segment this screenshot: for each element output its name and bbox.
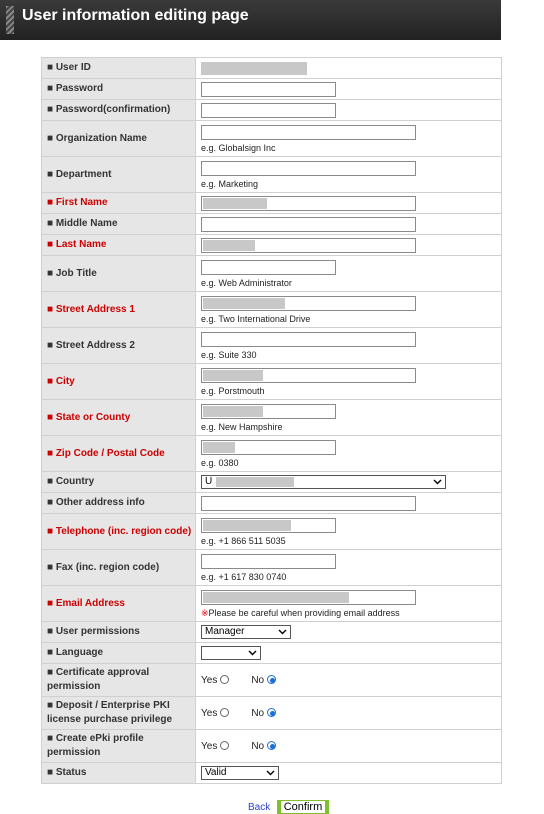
redacted-value xyxy=(203,592,349,603)
field-value-cell xyxy=(196,763,502,784)
form-row-middle-name xyxy=(42,214,502,235)
field-label: Job Title xyxy=(55,267,97,279)
field-value-cell xyxy=(196,328,502,364)
form-row-fax-inc-region-code xyxy=(42,550,502,586)
hint-text: e.g. 0380 xyxy=(201,457,239,468)
fax-inc-region-code-hint xyxy=(201,572,501,582)
city-hint xyxy=(201,386,501,396)
label-bullet-icon: ■ xyxy=(47,476,54,487)
form-row-street-address-1 xyxy=(42,292,502,328)
hint-text: e.g. Marketing xyxy=(201,178,259,189)
field-label: Last Name xyxy=(55,239,107,250)
yes-radio[interactable] xyxy=(220,675,229,684)
form-row-first-name xyxy=(42,193,502,214)
user-permissions-select[interactable] xyxy=(201,625,291,639)
field-label-cell xyxy=(42,121,196,157)
field-value-cell xyxy=(196,79,502,100)
middle-name-input[interactable] xyxy=(201,217,416,232)
field-value-cell xyxy=(196,121,502,157)
zip-code-postal-code-hint xyxy=(201,458,501,468)
hint-text: e.g. +1 617 830 0740 xyxy=(201,571,287,582)
form-row-last-name xyxy=(42,235,502,256)
form-row-job-title xyxy=(42,256,502,292)
first-name-input[interactable] xyxy=(201,196,416,211)
form-row-telephone-inc-region-code xyxy=(42,514,502,550)
label-bullet-icon: ■ xyxy=(47,303,54,315)
redacted-value xyxy=(203,298,285,309)
warning-mark-icon: ※ xyxy=(201,607,209,618)
form-row-create-epki-profile-permission xyxy=(42,730,502,763)
label-bullet-icon: ■ xyxy=(47,700,54,711)
field-label: Status xyxy=(55,767,87,778)
password-confirmation-input[interactable] xyxy=(201,103,336,118)
field-value-cell xyxy=(196,292,502,328)
field-label-cell xyxy=(42,664,196,697)
redacted-value xyxy=(203,240,255,251)
fax-inc-region-code-input[interactable] xyxy=(201,554,336,569)
field-label-cell xyxy=(42,58,196,79)
street-address-1-hint xyxy=(201,314,501,324)
user-info-form xyxy=(41,57,502,784)
label-bullet-icon: ■ xyxy=(47,647,54,658)
field-label-cell xyxy=(42,328,196,364)
password-input[interactable] xyxy=(201,82,336,97)
no-label: No xyxy=(251,674,265,686)
label-bullet-icon: ■ xyxy=(47,62,54,73)
field-label-cell xyxy=(42,763,196,784)
field-label-cell xyxy=(42,586,196,622)
no-radio[interactable] xyxy=(267,675,276,684)
field-value-cell xyxy=(196,643,502,664)
field-label: Email Address xyxy=(55,597,125,609)
field-label-cell xyxy=(42,256,196,292)
job-title-hint xyxy=(201,278,501,288)
label-bullet-icon: ■ xyxy=(47,83,54,94)
field-label: Middle Name xyxy=(55,218,118,229)
field-label-cell xyxy=(42,493,196,514)
state-or-county-input[interactable] xyxy=(201,404,336,419)
field-value-cell xyxy=(196,256,502,292)
field-label: User ID xyxy=(55,62,91,73)
telephone-inc-region-code-hint xyxy=(201,536,501,546)
field-value-cell xyxy=(196,586,502,622)
label-bullet-icon: ■ xyxy=(47,339,54,351)
no-radio[interactable] xyxy=(267,741,276,750)
field-value-cell xyxy=(196,436,502,472)
no-label: No xyxy=(251,707,265,719)
country-select[interactable] xyxy=(201,475,446,489)
hint-text: e.g. New Hampshire xyxy=(201,421,283,432)
field-value-cell xyxy=(196,400,502,436)
yes-label: Yes xyxy=(201,740,218,752)
field-value-cell xyxy=(196,664,502,697)
form-row-deposit-enterprise-pki-license-purchase-privilege xyxy=(42,697,502,730)
form-row-state-or-county xyxy=(42,400,502,436)
street-address-2-input[interactable] xyxy=(201,332,416,347)
hint-text: e.g. Web Administrator xyxy=(201,277,292,288)
chevron-down-icon xyxy=(433,477,442,488)
field-value-cell xyxy=(196,730,502,763)
city-input[interactable] xyxy=(201,368,416,383)
state-or-county-hint xyxy=(201,422,501,432)
redacted-value xyxy=(203,198,267,209)
field-label-cell xyxy=(42,100,196,121)
form-row-password xyxy=(42,79,502,100)
form-row-organization-name xyxy=(42,121,502,157)
chevron-down-icon xyxy=(248,648,257,659)
email-address-input[interactable] xyxy=(201,590,416,605)
form-row-city xyxy=(42,364,502,400)
label-bullet-icon: ■ xyxy=(47,168,54,180)
field-label: Department xyxy=(55,168,112,180)
field-value-cell xyxy=(196,193,502,214)
field-label-cell xyxy=(42,235,196,256)
field-label: Country xyxy=(55,476,95,487)
field-label-cell xyxy=(42,214,196,235)
department-hint xyxy=(201,179,501,189)
label-bullet-icon: ■ xyxy=(47,239,54,250)
hint-text: Please be careful when providing email address xyxy=(208,607,400,618)
form-row-user-permissions xyxy=(42,622,502,643)
form-row-status xyxy=(42,763,502,784)
yes-label: Yes xyxy=(201,674,218,686)
hint-text: e.g. Globalsign Inc xyxy=(201,142,276,153)
confirm-button-label: Confirm xyxy=(281,801,326,813)
yes-label: Yes xyxy=(201,707,218,719)
field-value-cell xyxy=(196,472,502,493)
label-bullet-icon: ■ xyxy=(47,525,54,537)
field-label-cell xyxy=(42,436,196,472)
department-input[interactable] xyxy=(201,161,416,176)
header-grip-decoration xyxy=(6,6,14,34)
organization-name-input[interactable] xyxy=(201,125,416,140)
field-label-cell xyxy=(42,550,196,586)
field-label-cell xyxy=(42,472,196,493)
field-label: State or County xyxy=(55,411,131,423)
field-label-cell xyxy=(42,730,196,763)
field-label: Fax (inc. region code) xyxy=(55,561,160,573)
street-address-2-hint xyxy=(201,350,501,360)
label-bullet-icon: ■ xyxy=(47,218,54,229)
form-row-department xyxy=(42,157,502,193)
label-bullet-icon: ■ xyxy=(47,132,54,144)
redacted-value xyxy=(203,442,235,453)
field-label-cell xyxy=(42,400,196,436)
form-row-country xyxy=(42,472,502,493)
field-label-cell xyxy=(42,622,196,643)
field-label: Create ePki profile permission xyxy=(47,733,144,758)
organization-name-hint xyxy=(201,143,501,153)
field-label-cell xyxy=(42,157,196,193)
field-value-cell xyxy=(196,514,502,550)
field-label: Deposit / Enterprise PKI license purchase privilege xyxy=(47,700,173,725)
hint-text: e.g. Suite 330 xyxy=(201,349,257,360)
redacted-value xyxy=(216,477,294,487)
field-label: Street Address 2 xyxy=(55,339,135,351)
redacted-value xyxy=(203,520,291,531)
field-label-cell xyxy=(42,514,196,550)
field-label-cell xyxy=(42,193,196,214)
job-title-input[interactable] xyxy=(201,260,336,275)
deposit-enterprise-pki-license-purchase-privilege-radio-group xyxy=(201,708,276,719)
telephone-inc-region-code-input[interactable] xyxy=(201,518,336,533)
form-row-other-address-info xyxy=(42,493,502,514)
label-bullet-icon: ■ xyxy=(47,767,54,778)
field-value-cell xyxy=(196,550,502,586)
label-bullet-icon: ■ xyxy=(47,561,54,573)
label-bullet-icon: ■ xyxy=(47,375,54,387)
form-row-user-id xyxy=(42,58,502,79)
label-bullet-icon: ■ xyxy=(47,626,54,637)
field-label-cell xyxy=(42,79,196,100)
form-row-street-address-2 xyxy=(42,328,502,364)
status-select[interactable] xyxy=(201,766,279,780)
field-label: Language xyxy=(55,647,104,658)
field-value-cell xyxy=(196,58,502,79)
form-row-certificate-approval-permission xyxy=(42,664,502,697)
hint-text: e.g. Two International Drive xyxy=(201,313,311,324)
field-label: Other address info xyxy=(55,497,145,508)
field-label: Password(confirmation) xyxy=(55,104,171,115)
field-label-cell xyxy=(42,643,196,664)
last-name-input[interactable] xyxy=(201,238,416,253)
field-value-cell xyxy=(196,364,502,400)
hint-text: e.g. +1 866 511 5035 xyxy=(201,535,286,546)
page-header xyxy=(0,0,501,40)
field-label: Certificate approval permission xyxy=(47,667,150,692)
redacted-value xyxy=(203,370,263,381)
field-label: Street Address 1 xyxy=(55,303,135,315)
user-id-value xyxy=(201,62,307,75)
label-bullet-icon: ■ xyxy=(47,267,54,279)
field-value-cell xyxy=(196,493,502,514)
zip-code-postal-code-input[interactable] xyxy=(201,440,336,455)
email-address-hint xyxy=(201,608,501,618)
back-link[interactable]: Back xyxy=(248,802,271,813)
field-value-cell xyxy=(196,697,502,730)
label-bullet-icon: ■ xyxy=(47,733,54,744)
field-value-cell xyxy=(196,214,502,235)
field-label: City xyxy=(55,375,75,387)
field-label: Password xyxy=(55,83,104,94)
form-row-zip-code-postal-code xyxy=(42,436,502,472)
label-bullet-icon: ■ xyxy=(47,411,54,423)
language-select[interactable] xyxy=(201,646,261,660)
chevron-down-icon xyxy=(266,768,275,779)
create-epki-profile-permission-radio-group xyxy=(201,741,276,752)
field-value-cell xyxy=(196,100,502,121)
certificate-approval-permission-radio-group xyxy=(201,675,276,686)
selected-value: Manager xyxy=(205,626,245,637)
label-bullet-icon: ■ xyxy=(47,447,54,459)
label-bullet-icon: ■ xyxy=(47,597,54,609)
label-bullet-icon: ■ xyxy=(47,104,54,115)
label-bullet-icon: ■ xyxy=(47,197,54,208)
chevron-down-icon xyxy=(278,627,287,638)
other-address-info-input[interactable] xyxy=(201,496,416,511)
field-label: User permissions xyxy=(55,626,140,637)
form-row-email-address xyxy=(42,586,502,622)
field-value-cell xyxy=(196,235,502,256)
field-label: First Name xyxy=(55,197,108,208)
yes-radio[interactable] xyxy=(220,741,229,750)
redacted-value xyxy=(203,406,263,417)
form-row-password-confirmation xyxy=(42,100,502,121)
field-label-cell xyxy=(42,364,196,400)
confirm-button[interactable] xyxy=(277,800,329,814)
form-row-language xyxy=(42,643,502,664)
label-bullet-icon: ■ xyxy=(47,667,54,678)
field-label: Telephone (inc. region code) xyxy=(55,525,192,537)
form-footer xyxy=(0,800,544,814)
no-label: No xyxy=(251,740,265,752)
street-address-1-input[interactable] xyxy=(201,296,416,311)
field-label: Organization Name xyxy=(55,132,147,144)
field-label-cell xyxy=(42,292,196,328)
selected-value: U xyxy=(205,476,213,487)
field-value-cell xyxy=(196,622,502,643)
label-bullet-icon: ■ xyxy=(47,497,54,508)
field-label-cell xyxy=(42,697,196,730)
yes-radio[interactable] xyxy=(220,708,229,717)
page-title: User information editing page xyxy=(22,7,249,24)
field-value-cell xyxy=(196,157,502,193)
field-label: Zip Code / Postal Code xyxy=(55,447,165,459)
no-radio[interactable] xyxy=(267,708,276,717)
selected-value: Valid xyxy=(205,767,227,778)
hint-text: e.g. Porstmouth xyxy=(201,385,265,396)
